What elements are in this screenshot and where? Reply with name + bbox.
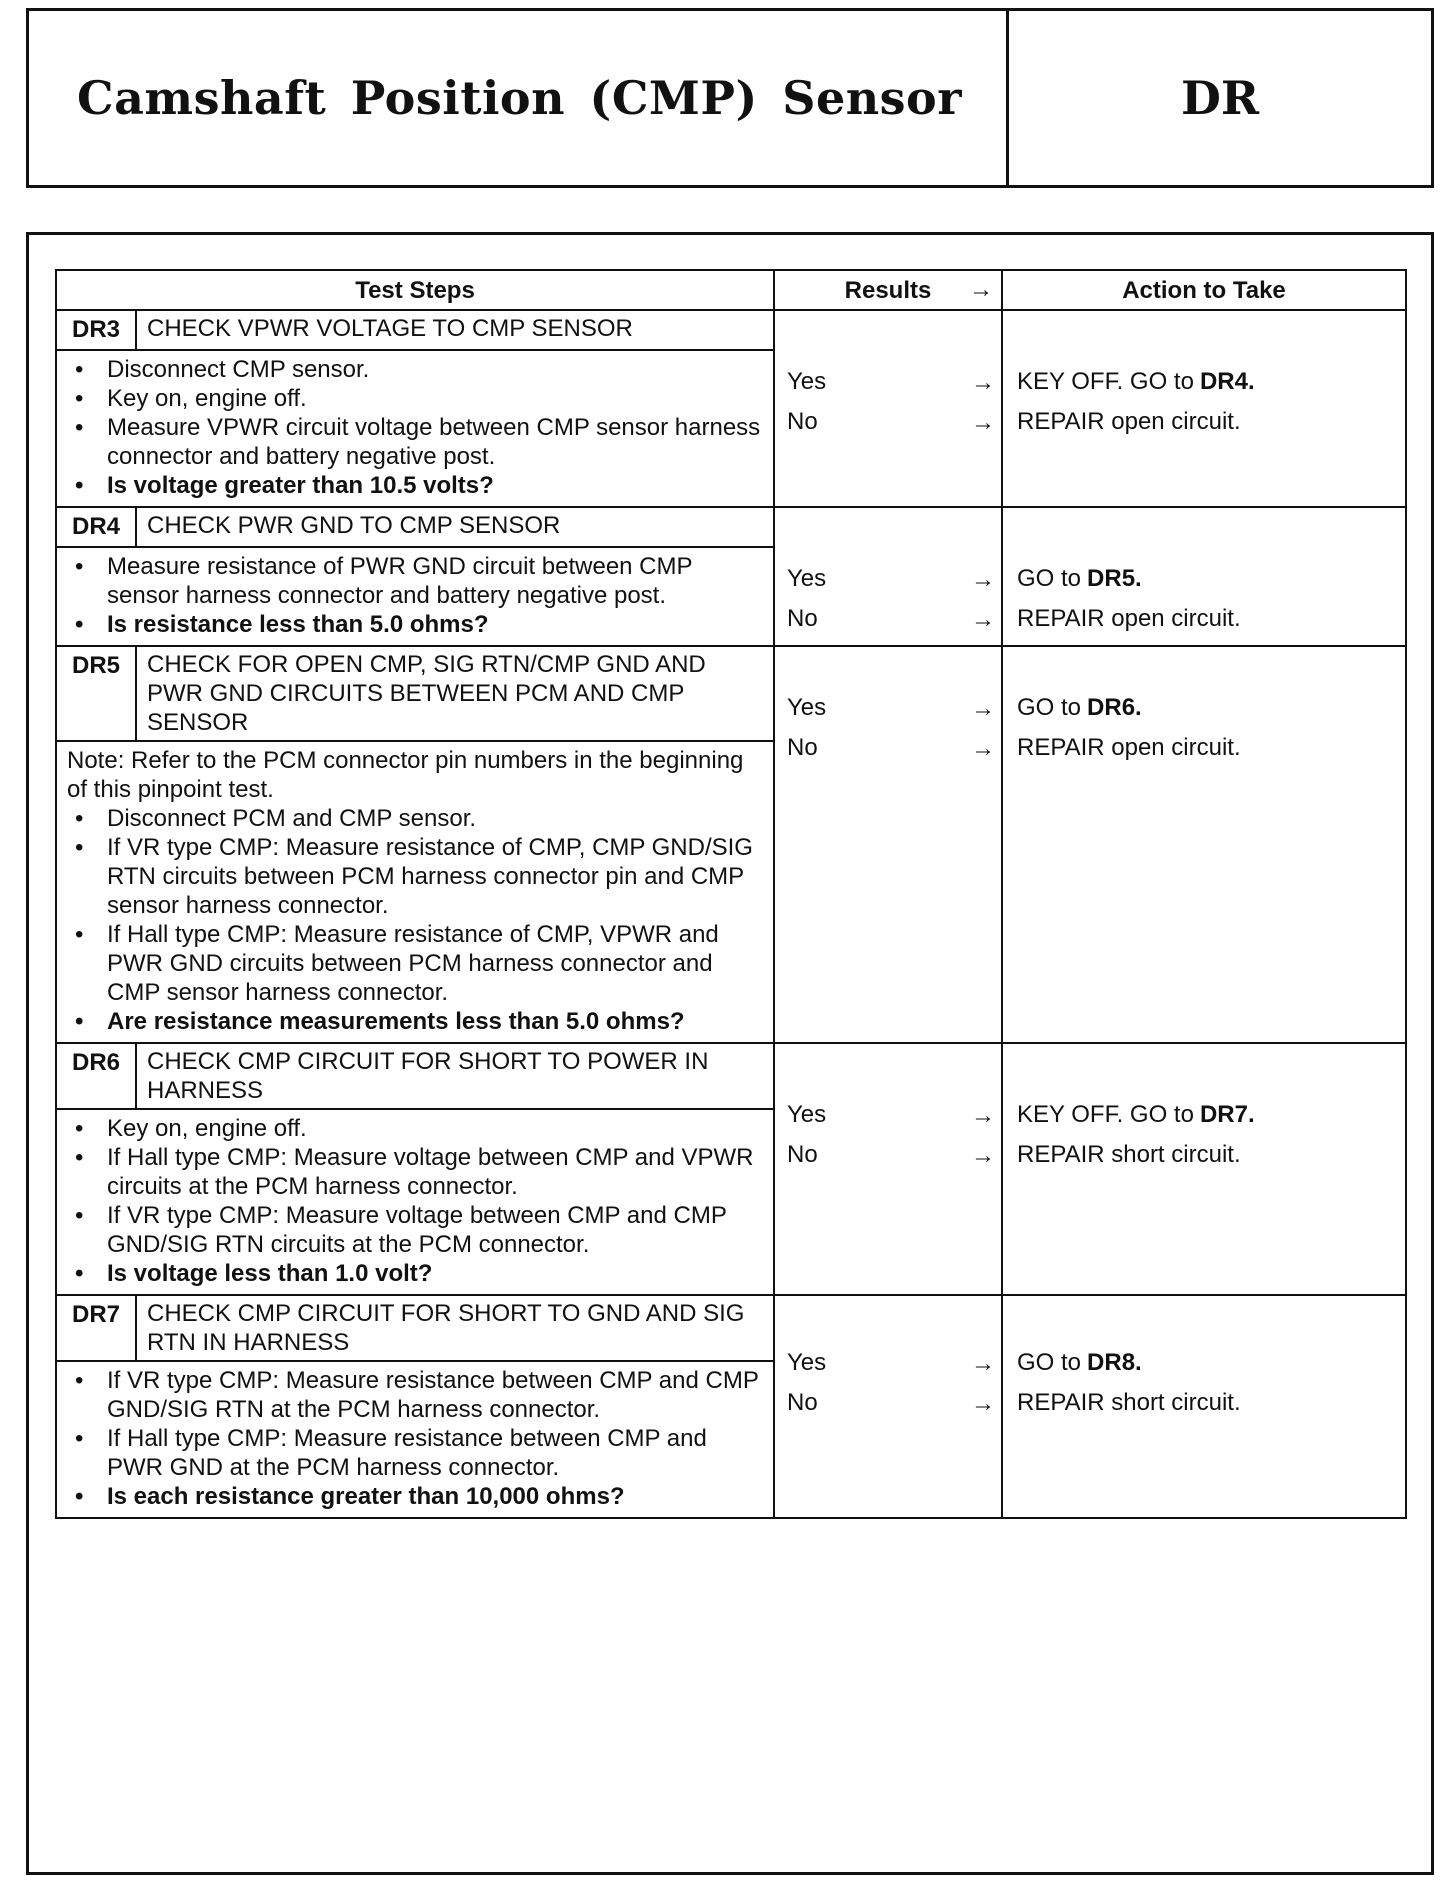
- step-body: [56, 1109, 774, 1295]
- step-bullets: [67, 1366, 763, 1511]
- page-header: [26, 8, 1434, 188]
- step-bullet: • If Hall type CMP: Measure resistance between CMP and PWR GND at the PCM harness connector.: [67, 1424, 763, 1482]
- action-yes-text: KEY OFF. GO to: [1017, 1100, 1194, 1128]
- result-yes: [775, 558, 1001, 598]
- step-title-row: [56, 1043, 1406, 1109]
- step-title: CHECK PWR GND TO CMP SENSOR: [136, 507, 774, 547]
- step-bullet: • Measure resistance of PWR GND circuit between CMP sensor harness connector and battery negative post.: [67, 552, 763, 610]
- right-arrow-icon: →: [971, 606, 995, 633]
- step-body: [56, 350, 774, 507]
- action-yes: [1003, 1342, 1405, 1382]
- result-no-label: No: [787, 604, 818, 632]
- action-no: [1003, 1134, 1405, 1174]
- results-cell: [774, 507, 1002, 646]
- action-yes-ref: DR6.: [1087, 693, 1142, 721]
- step-bullet: • If VR type CMP: Measure resistance of CMP, CMP GND/SIG RTN circuits between PCM harness connector pin and CMP sensor harness connector.: [67, 833, 763, 920]
- step-id: DR5: [56, 646, 136, 741]
- right-arrow-icon: →: [971, 695, 995, 722]
- result-no-label: No: [787, 1388, 818, 1416]
- step-title: CHECK VPWR VOLTAGE TO CMP SENSOR: [136, 310, 774, 350]
- results-block: [775, 361, 1001, 441]
- step-body: [56, 1361, 774, 1518]
- actions-block: [1003, 558, 1405, 638]
- action-yes-ref: DR4.: [1199, 367, 1255, 395]
- step-bullet: • Disconnect PCM and CMP sensor.: [67, 804, 763, 833]
- header-action: Action to Take: [1002, 270, 1406, 310]
- header-test-steps: Test Steps: [56, 270, 774, 310]
- results-block: [775, 1094, 1001, 1174]
- action-no-text: REPAIR open circuit.: [1017, 733, 1241, 761]
- results-cell: [774, 1295, 1002, 1518]
- result-yes: [775, 1342, 1001, 1382]
- step-title: CHECK FOR OPEN CMP, SIG RTN/CMP GND AND PWR GND CIRCUITS BETWEEN PCM AND CMP SENSOR: [136, 646, 774, 741]
- result-no: [775, 401, 1001, 441]
- step-title-row: [56, 310, 1406, 350]
- header-results: [774, 270, 1002, 310]
- actions-block: [1003, 1094, 1405, 1174]
- step-question: • Is voltage greater than 10.5 volts?: [67, 471, 763, 500]
- step-title-row: [56, 646, 1406, 741]
- step-id: DR6: [56, 1043, 136, 1109]
- result-yes-label: Yes: [787, 564, 827, 592]
- action-cell: [1002, 1043, 1406, 1295]
- right-arrow-icon: →: [971, 369, 995, 396]
- step-id: DR3: [56, 310, 136, 350]
- step-id: DR4: [56, 507, 136, 547]
- action-yes-ref: DR5.: [1087, 564, 1142, 592]
- action-yes-text: GO to: [1017, 693, 1082, 721]
- right-arrow-icon: →: [971, 1142, 995, 1169]
- step-bullet: • If VR type CMP: Measure resistance between CMP and CMP GND/SIG RTN at the PCM harness connector.: [67, 1366, 763, 1424]
- step-bullet: • Measure VPWR circuit voltage between CMP sensor harness connector and battery negative post.: [67, 413, 763, 471]
- action-cell: [1002, 646, 1406, 1043]
- actions-block: [1003, 1342, 1405, 1422]
- step-question: • Is each resistance greater than 10,000 ohms?: [67, 1482, 763, 1511]
- action-no-text: REPAIR open circuit.: [1017, 407, 1241, 435]
- right-arrow-icon: →: [971, 566, 995, 593]
- step-note: Note: Refer to the PCM connector pin numbers in the beginning of this pinpoint test.: [67, 747, 744, 803]
- step-bullet: • If VR type CMP: Measure voltage between CMP and CMP GND/SIG RTN circuits at the PCM connector.: [67, 1201, 763, 1259]
- page-title: Camshaft Position (CMP) Sensor: [29, 11, 1009, 185]
- action-no: [1003, 598, 1405, 638]
- pinpoint-test-frame: [26, 232, 1434, 1875]
- results-cell: [774, 310, 1002, 507]
- step-title: CHECK CMP CIRCUIT FOR SHORT TO GND AND SIG RTN IN HARNESS: [136, 1295, 774, 1361]
- action-cell: [1002, 507, 1406, 646]
- section-code: DR: [1180, 71, 1260, 125]
- action-no-text: REPAIR short circuit.: [1017, 1388, 1241, 1416]
- step-bullets: [67, 804, 763, 1036]
- step-title: CHECK CMP CIRCUIT FOR SHORT TO POWER IN HARNESS: [136, 1043, 774, 1109]
- step-id: DR7: [56, 1295, 136, 1361]
- step-bullet: • If Hall type CMP: Measure voltage between CMP and VPWR circuits at the PCM harness connector.: [67, 1143, 763, 1201]
- step-bullets: [67, 1114, 763, 1288]
- results-block: [775, 1342, 1001, 1422]
- step-bullet: • If Hall type CMP: Measure resistance of CMP, VPWR and PWR GND circuits between PCM harness connector and CMP sensor harness connector.: [67, 920, 763, 1007]
- result-yes: [775, 1094, 1001, 1134]
- action-no: [1003, 1382, 1405, 1422]
- action-no: [1003, 727, 1405, 767]
- step-bullets: [67, 552, 763, 639]
- right-arrow-icon: →: [971, 1350, 995, 1377]
- result-yes-label: Yes: [787, 693, 827, 721]
- result-yes: [775, 687, 1001, 727]
- result-no: [775, 1134, 1001, 1174]
- action-yes-text: GO to: [1017, 564, 1082, 592]
- result-yes-label: Yes: [787, 1348, 827, 1376]
- step-title-row: [56, 507, 1406, 547]
- actions-block: [1003, 361, 1405, 441]
- action-yes: [1003, 558, 1405, 598]
- step-question: • Is resistance less than 5.0 ohms?: [67, 610, 763, 639]
- right-arrow-icon: →: [971, 1102, 995, 1129]
- results-cell: [774, 646, 1002, 1043]
- header-results-label: Results: [844, 276, 932, 304]
- results-block: [775, 558, 1001, 638]
- step-question: • Is voltage less than 1.0 volt?: [67, 1259, 763, 1288]
- step-body: [56, 547, 774, 646]
- result-yes-label: Yes: [787, 367, 827, 395]
- result-no-label: No: [787, 407, 818, 435]
- step-title-row: [56, 1295, 1406, 1361]
- result-yes: [775, 361, 1001, 401]
- right-arrow-icon: →: [969, 276, 993, 303]
- action-yes: [1003, 1094, 1405, 1134]
- result-no: [775, 727, 1001, 767]
- right-arrow-icon: →: [971, 735, 995, 762]
- action-cell: [1002, 1295, 1406, 1518]
- step-bullet: • Key on, engine off.: [67, 1114, 763, 1143]
- action-no-text: REPAIR open circuit.: [1017, 604, 1241, 632]
- step-question: • Are resistance measurements less than 5.0 ohms?: [67, 1007, 763, 1036]
- actions-block: [1003, 687, 1405, 767]
- test-steps-table: [55, 269, 1407, 1519]
- action-yes: [1003, 687, 1405, 727]
- steps-body: [56, 310, 1406, 1518]
- action-yes-text: GO to: [1017, 1348, 1082, 1376]
- action-yes-ref: DR8.: [1087, 1348, 1142, 1376]
- step-bullet: • Disconnect CMP sensor.: [67, 355, 763, 384]
- result-no-label: No: [787, 1140, 818, 1168]
- right-arrow-icon: →: [971, 1390, 995, 1417]
- result-no: [775, 598, 1001, 638]
- result-yes-label: Yes: [787, 1100, 827, 1128]
- table-header-row: [56, 270, 1406, 310]
- results-cell: [774, 1043, 1002, 1295]
- step-bullets: [67, 355, 763, 500]
- action-yes: [1003, 361, 1405, 401]
- right-arrow-icon: →: [971, 409, 995, 436]
- step-body: [56, 741, 774, 1043]
- action-yes-text: KEY OFF. GO to: [1017, 367, 1194, 395]
- result-no: [775, 1382, 1001, 1422]
- action-no-text: REPAIR short circuit.: [1017, 1140, 1241, 1168]
- action-cell: [1002, 310, 1406, 507]
- result-no-label: No: [787, 733, 818, 761]
- action-yes-ref: DR7.: [1199, 1100, 1255, 1128]
- action-no: [1003, 401, 1405, 441]
- results-block: [775, 687, 1001, 767]
- step-bullet: • Key on, engine off.: [67, 384, 763, 413]
